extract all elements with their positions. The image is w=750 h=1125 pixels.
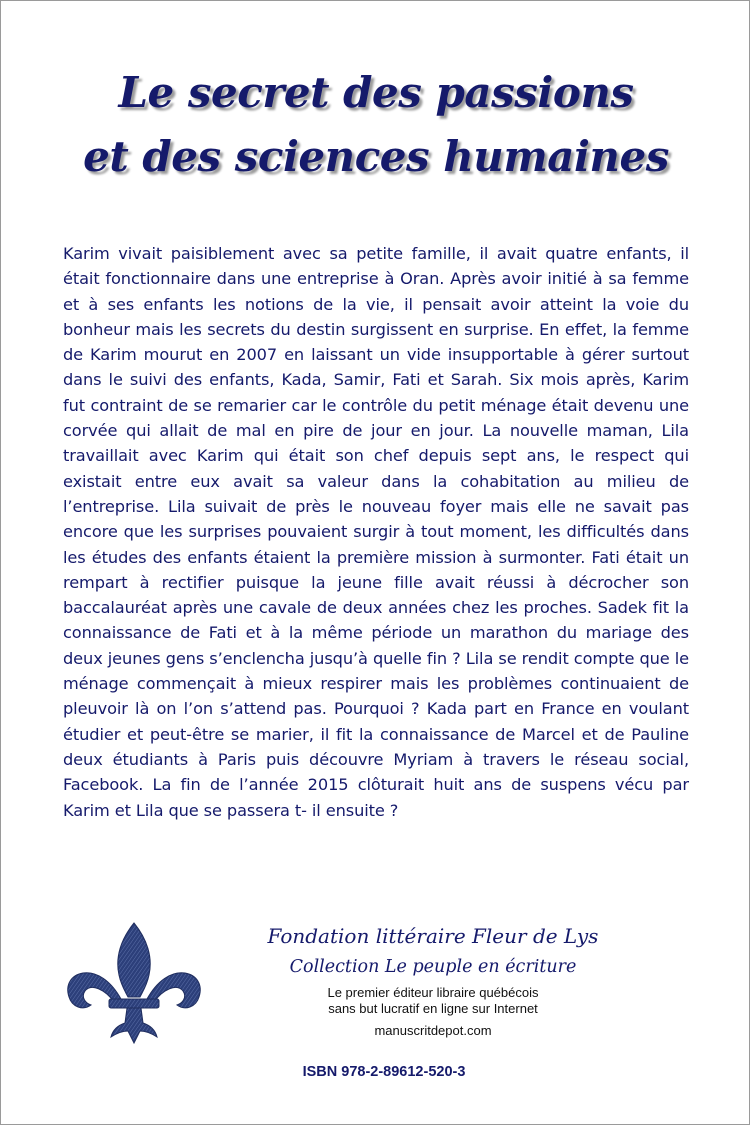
publisher-description bbox=[259, 985, 607, 1017]
book-title bbox=[1, 61, 750, 189]
synopsis-text: Karim vivait paisiblement avec sa petite famille, il avait quatre enfants, il était fonctionnaire dans une entreprise à Oran. Après avoir initié à sa femme et à ses enfants les notions de la vie, il pensait avoir atteint la voie du bonheur mais les secrets du destin surgissent en surprise. En effet, la femme de Karim mourut en 2007 en laissant un vide insupportable à gérer surtout dans le suivi des enfants, Kada, Samir, Fati et Sarah. Six mois après, Karim fut contraint de se remarier car le contrôle du petit ménage était devenu une corvée qui allait de mal en pire de jour en jour. La nouvelle maman, Lila travaillait avec Karim qui était son chef depuis sept ans, le respect qui existait entre eux avait sa valeur dans la cohabitation au milieu de l’entreprise. Lila suivait de près le nouveau foyer mais elle ne savait pas encore que les surprises pouvaient surgir à tout moment, les difficultés dans les études des enfants étaient la première mission à surmonter. Fati était un rempart à rectifier puisque la jeune fille avait réussi à décrocher son baccalauréat après une cavale de deux années chez les proches. Sadek fit la connaissance de Fati et à la même période un marathon du mariage des deux jeunes gens s’enclencha jusqu’à quelle fin ? Lila se rendit compte que le ménage commençait à mieux respirer mais les problèmes continuaient de pleuvoir là on l’on s’attend pas. Pourquoi ? Kada part en France en voulant étudier et peut-être se marier, il fit la connaissance de Marcel et de Pauline deux étudiants à Paris puis découvre Myriam à travers le réseau social, Facebook. La fin de l’année 2015 clôturait huit ans de suspens vécu par Karim et Lila que se passera t- il ensuite ? bbox=[63, 244, 689, 820]
title-line-1: Le secret des passions bbox=[118, 68, 634, 117]
publisher-name: Fondation littéraire Fleur de Lys bbox=[267, 924, 599, 948]
publisher-block bbox=[259, 921, 607, 1039]
fleur-de-lis-icon bbox=[63, 919, 205, 1045]
publisher-website: manuscritdepot.com bbox=[374, 1023, 492, 1038]
collection-name: Collection Le peuple en écriture bbox=[289, 957, 577, 977]
publisher-description-line-1: Le premier éditeur libraire québécois bbox=[327, 985, 539, 1000]
publisher-description-line-2: sans but lucratif en ligne sur Internet bbox=[328, 1001, 538, 1016]
isbn-label: ISBN 978-2-89612-520-3 bbox=[302, 1064, 466, 1080]
title-line-2: et des sciences humaines bbox=[83, 132, 669, 181]
